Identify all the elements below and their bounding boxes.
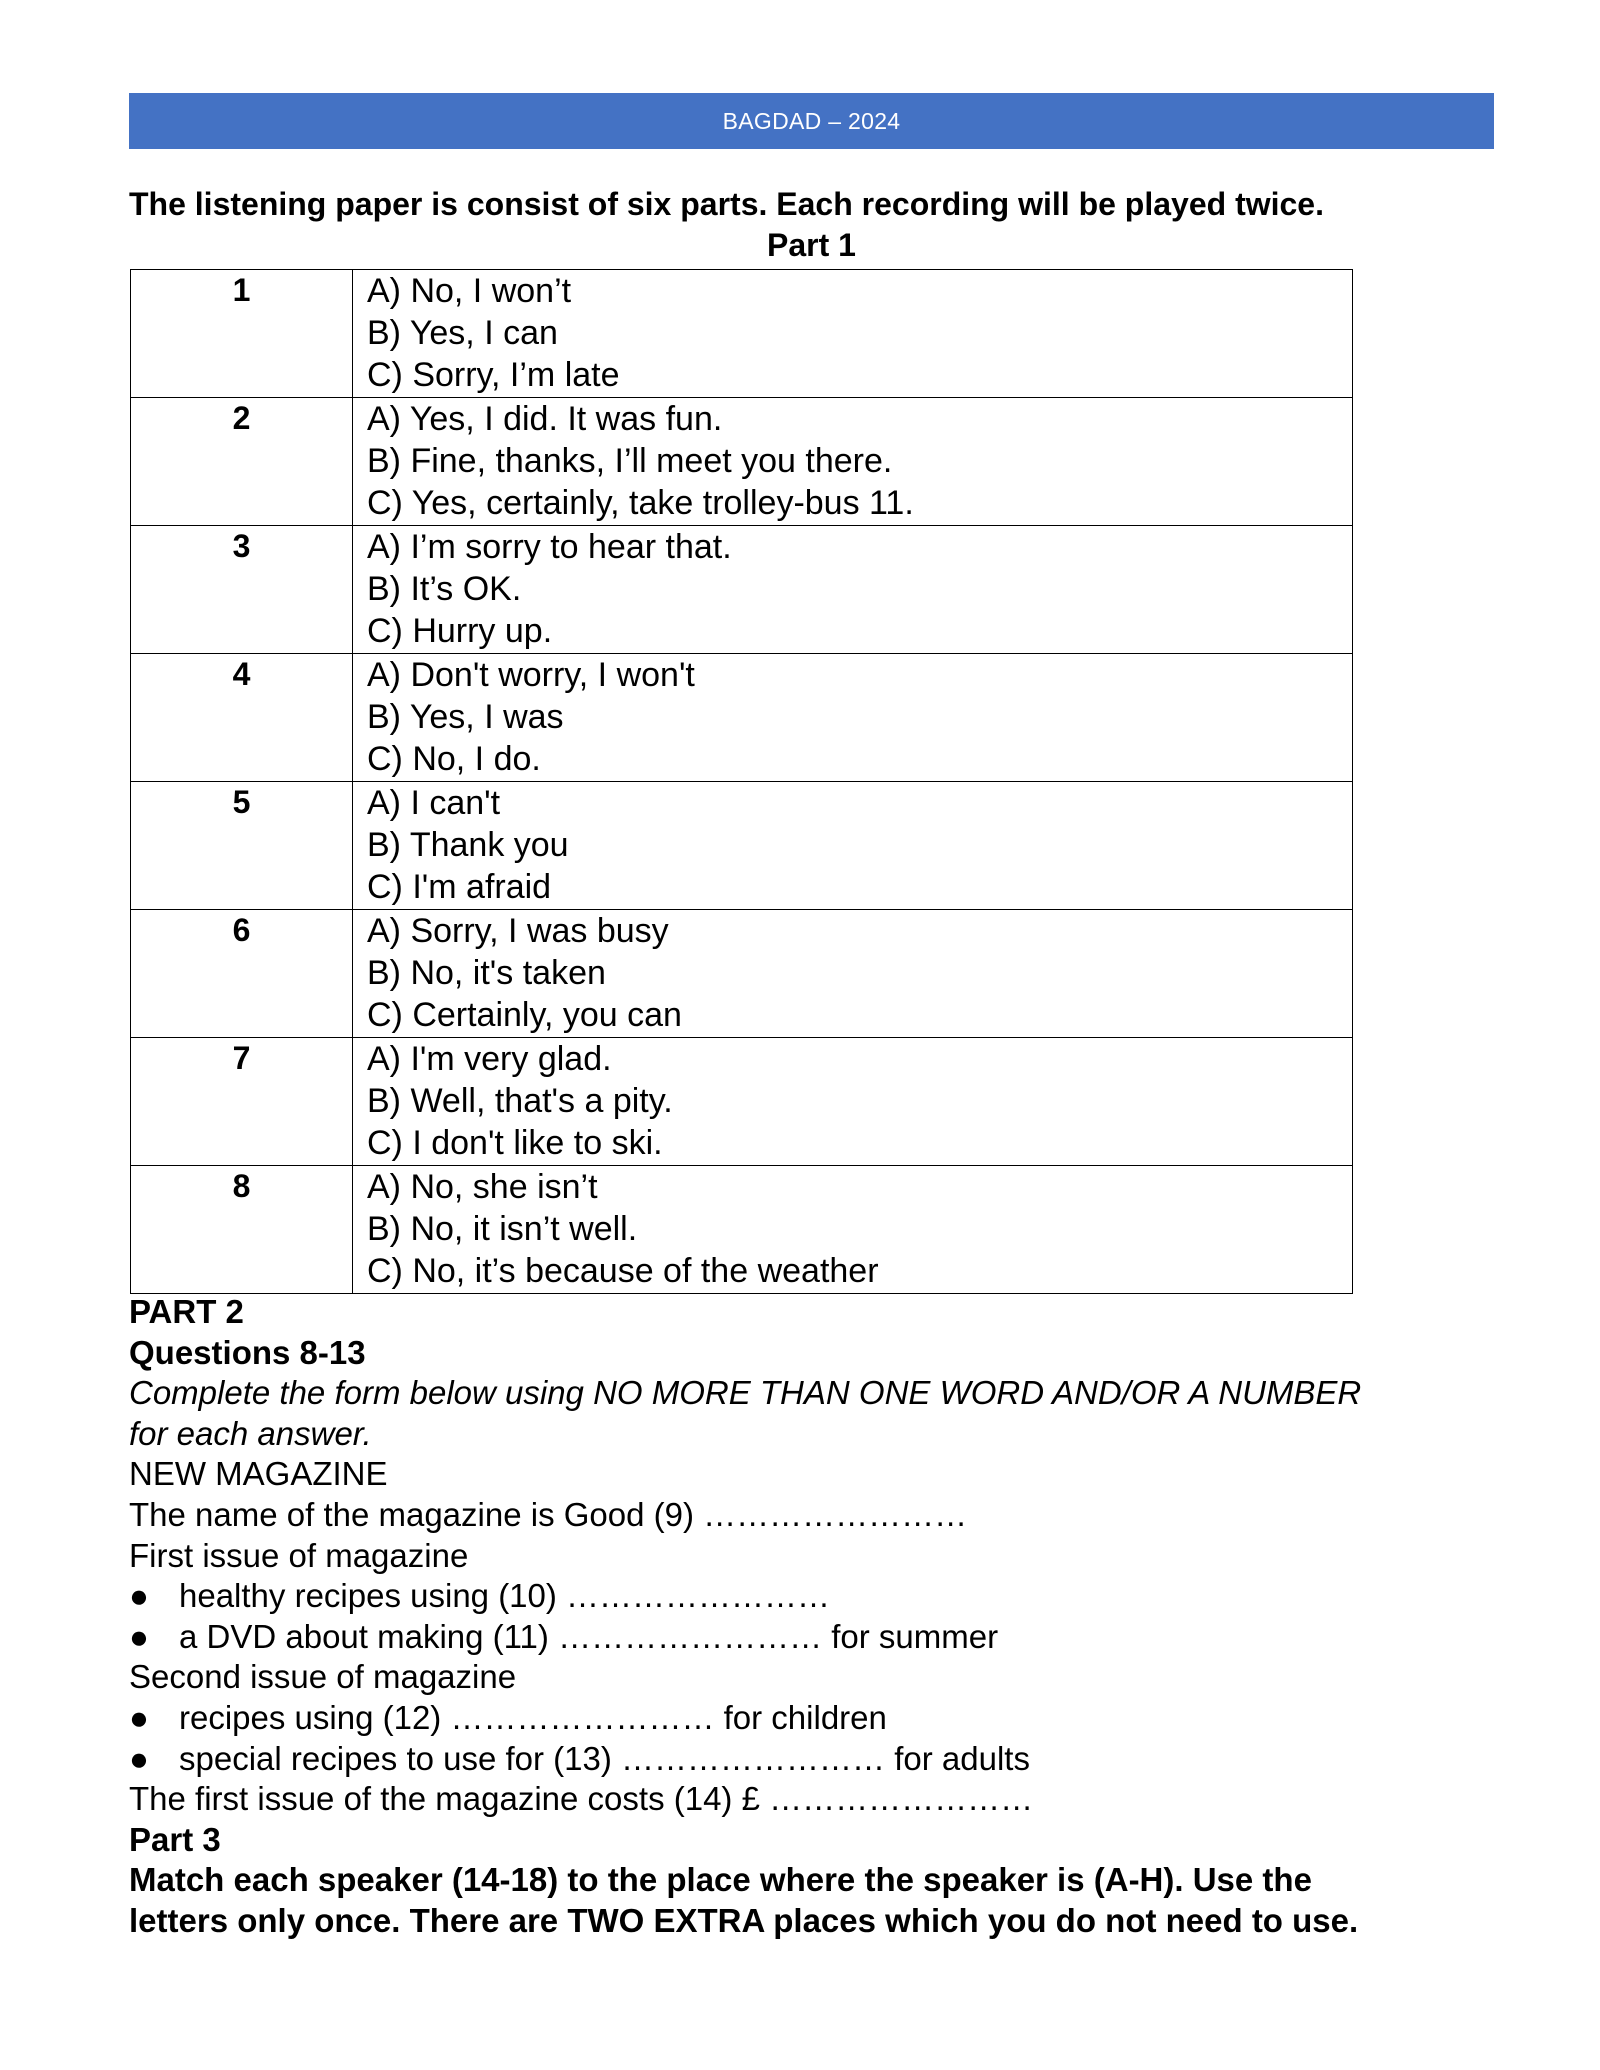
second-issue-heading: Second issue of magazine — [129, 1658, 517, 1696]
form-line-name: The name of the magazine is Good (9) …………………… — [129, 1495, 968, 1533]
question-number: 7 — [131, 1038, 353, 1166]
table-row — [131, 910, 1353, 1038]
option-c: C) I'm afraid — [367, 868, 552, 906]
list-item-text: healthy recipes using (10) …………………… — [179, 1577, 831, 1615]
header-band — [129, 93, 1494, 149]
option-c: C) Sorry, I’m late — [367, 356, 620, 394]
option-c: C) Yes, certainly, take trolley-bus 11. — [367, 484, 914, 522]
bullet-icon: ● — [129, 1739, 149, 1777]
question-number: 6 — [131, 910, 353, 1038]
part2-title: PART 2 — [129, 1293, 244, 1330]
answer-options — [353, 526, 1353, 654]
option-a: A) I’m sorry to hear that. — [367, 528, 732, 566]
answer-options — [353, 910, 1353, 1038]
answer-options — [353, 782, 1353, 910]
part2-instruction-continued: for each answer. — [129, 1414, 372, 1452]
bullet-icon: ● — [129, 1577, 149, 1615]
answer-options — [353, 398, 1353, 526]
bullet-icon: ● — [129, 1617, 149, 1655]
table-row — [131, 654, 1353, 782]
answer-options — [353, 654, 1353, 782]
option-b: B) No, it's taken — [367, 954, 606, 992]
part1-table — [130, 269, 1353, 1294]
option-a: A) Sorry, I was busy — [367, 912, 669, 950]
option-a: A) Yes, I did. It was fun. — [367, 400, 723, 438]
intro-text: The listening paper is consist of six parts. Each recording will be played twice. — [129, 186, 1324, 222]
question-number: 8 — [131, 1166, 353, 1294]
option-a: A) Don't worry, I won't — [367, 656, 695, 694]
list-item — [129, 1739, 1549, 1780]
bullet-icon: ● — [129, 1698, 149, 1736]
question-number: 1 — [131, 270, 353, 398]
table-row — [131, 1038, 1353, 1166]
list-item-text: a DVD about making (11) …………………… for summer — [179, 1617, 999, 1655]
option-b: B) Fine, thanks, I’ll meet you there. — [367, 442, 893, 480]
question-number: 2 — [131, 398, 353, 526]
list-item — [129, 1576, 1549, 1617]
option-c: C) No, I do. — [367, 740, 541, 778]
first-issue-heading: First issue of magazine — [129, 1536, 469, 1574]
option-c: C) Hurry up. — [367, 612, 553, 650]
option-c: C) I don't like to ski. — [367, 1124, 663, 1162]
list-item-text: special recipes to use for (13) …………………… for adults — [179, 1739, 1030, 1777]
option-a: A) No, she isn’t — [367, 1168, 598, 1206]
list-item — [129, 1698, 1549, 1739]
option-b: B) It’s OK. — [367, 570, 522, 608]
question-number: 4 — [131, 654, 353, 782]
option-c: C) No, it’s because of the weather — [367, 1252, 879, 1290]
header-title: BAGDAD – 2024 — [722, 108, 901, 134]
option-b: B) Yes, I was — [367, 698, 564, 736]
option-b: B) Well, that's a pity. — [367, 1082, 673, 1120]
question-number: 5 — [131, 782, 353, 910]
table-row — [131, 270, 1353, 398]
option-b: B) No, it isn’t well. — [367, 1210, 638, 1248]
list-item-text: recipes using (12) …………………… for children — [179, 1698, 887, 1736]
option-b: B) Thank you — [367, 826, 569, 864]
table-row — [131, 398, 1353, 526]
list-item — [129, 1617, 1549, 1658]
option-c: C) Certainly, you can — [367, 996, 682, 1034]
option-a: A) I'm very glad. — [367, 1040, 612, 1078]
table-row — [131, 1166, 1353, 1294]
answer-options — [353, 270, 1353, 398]
answer-options — [353, 1038, 1353, 1166]
option-a: A) No, I won’t — [367, 272, 572, 310]
table-row — [131, 782, 1353, 910]
part2-and-part3-section — [129, 1292, 1549, 1942]
form-line-cost: The first issue of the magazine costs (14) £ …………………… — [129, 1780, 1034, 1818]
table-row — [131, 526, 1353, 654]
question-number: 3 — [131, 526, 353, 654]
option-b: B) Yes, I can — [367, 314, 558, 352]
part3-title: Part 3 — [129, 1820, 221, 1858]
form-title: NEW MAGAZINE — [129, 1455, 388, 1493]
part2-questions-range: Questions 8-13 — [129, 1333, 366, 1371]
part2-instruction: Complete the form below using NO MORE THAN ONE WORD AND/OR A NUMBER — [129, 1374, 1362, 1412]
part3-instruction: Match each speaker (14-18) to the place where the speaker is (A-H). Use the — [129, 1861, 1312, 1899]
option-a: A) I can't — [367, 784, 501, 822]
part3-instruction-continued: letters only once. There are TWO EXTRA places which you do not need to use. — [129, 1901, 1359, 1939]
answer-options — [353, 1166, 1353, 1294]
part1-title: Part 1 — [767, 227, 856, 263]
